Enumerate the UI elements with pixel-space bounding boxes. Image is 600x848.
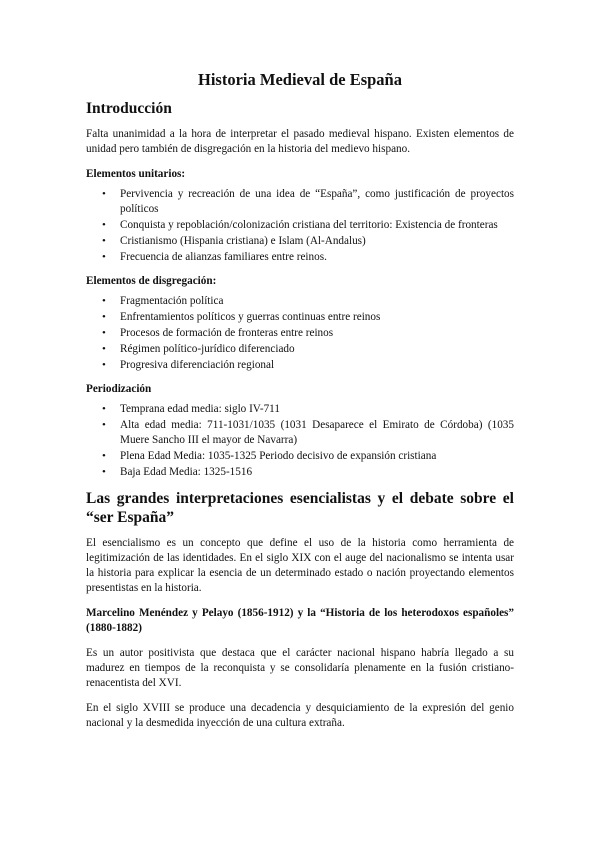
list-item-text: Progresiva diferenciación regional [120,359,275,371]
periodizacion-list [86,402,514,480]
bullet-icon: • [102,466,106,478]
list-item [102,310,514,325]
list-item-text: Procesos de formación de fronteras entre reinos [120,327,334,339]
list-item-text: Baja Edad Media: 1325-1516 [120,466,253,478]
intro-paragraph: Falta unanimidad a la hora de interpretar el pasado medieval hispano. Existen elementos de unidad pero también de disgregación en la historia del medievo hispano. [86,128,514,155]
list-item-text: Conquista y repoblación/colonización cristiana del territorio: Existencia de fronteras [120,219,498,231]
bullet-icon: • [102,188,106,200]
list-item [102,342,514,357]
list-item-text: Enfrentamientos políticos y guerras continuas entre reinos [120,311,381,323]
list-item-text: Frecuencia de alianzas familiares entre reinos. [120,251,327,263]
list-item [102,465,514,480]
section2-paragraph-3: En el siglo XVIII se produce una decadencia y desquiciamiento de la expresión del genio nacional y la desmedida inyección de una cultura extraña. [86,702,514,729]
list-item-text: Alta edad media: 711-1031/1035 (1031 Desaparece el Emirato de Córdoba) (1035 Muere Sancho III el mayor de Navarra) [120,419,514,446]
section2-paragraph: El esencialismo es un concepto que define el uso de la historia como herramienta de legitimización de las identidades. En el siglo XIX con el auge del nacionalismo se intenta usar la historia para explicar la esencia de un determinado estado o nación proyectando elementos presentistas en la historia. [86,537,514,594]
bullet-icon: • [102,295,106,307]
bullet-icon: • [102,419,106,431]
bullet-icon: • [102,450,106,462]
list-item-text: Pervivencia y recreación de una idea de “España”, como justificación de proyectos políticos [120,188,514,215]
list-item [102,218,514,233]
periodizacion-label: Periodización [86,383,152,395]
bullet-icon: • [102,235,106,247]
bullet-icon: • [102,403,106,415]
section2-paragraph-2: Es un autor positivista que destaca que el carácter nacional hispano habría llegado a su madurez en tiempos de la reconquista y se consolidaría plenamente en la fusión cristiano-renacentista del XVI. [86,647,514,689]
list-item-text: Plena Edad Media: 1035-1325 Periodo decisivo de expansión cristiana [120,450,437,462]
list-item [102,449,514,464]
bullet-icon: • [102,359,106,371]
document-page [86,70,514,741]
list-item-text: Cristianismo (Hispania cristiana) e Islam (Al-Andalus) [120,235,366,247]
list-item [102,402,514,417]
bullet-icon: • [102,219,106,231]
bullet-icon: • [102,251,106,263]
bullet-icon: • [102,327,106,339]
list-item [102,187,514,217]
list-item [102,250,514,265]
list-item-text: Fragmentación política [120,295,224,307]
section2-subheading: Marcelino Menéndez y Pelayo (1856-1912) y la “Historia de los heterodoxos españoles” (1880-1882) [86,607,514,634]
intro-heading: Introducción [86,100,172,117]
disgregacion-label: Elementos de disgregación: [86,275,217,287]
bullet-icon: • [102,311,106,323]
list-item [102,358,514,373]
unitarios-label: Elementos unitarios: [86,168,186,180]
bullet-icon: • [102,343,106,355]
list-item-text: Temprana edad media: siglo IV-711 [120,403,280,415]
unitarios-list [86,187,514,265]
list-item [102,234,514,249]
list-item [102,326,514,341]
section2-heading: Las grandes interpretaciones esencialistas y el debate sobre el “ser España” [86,490,514,526]
document-title: Historia Medieval de España [198,70,402,89]
list-item [102,418,514,448]
list-item [102,294,514,309]
list-item-text: Régimen político-jurídico diferenciado [120,343,295,355]
disgregacion-list [86,294,514,373]
